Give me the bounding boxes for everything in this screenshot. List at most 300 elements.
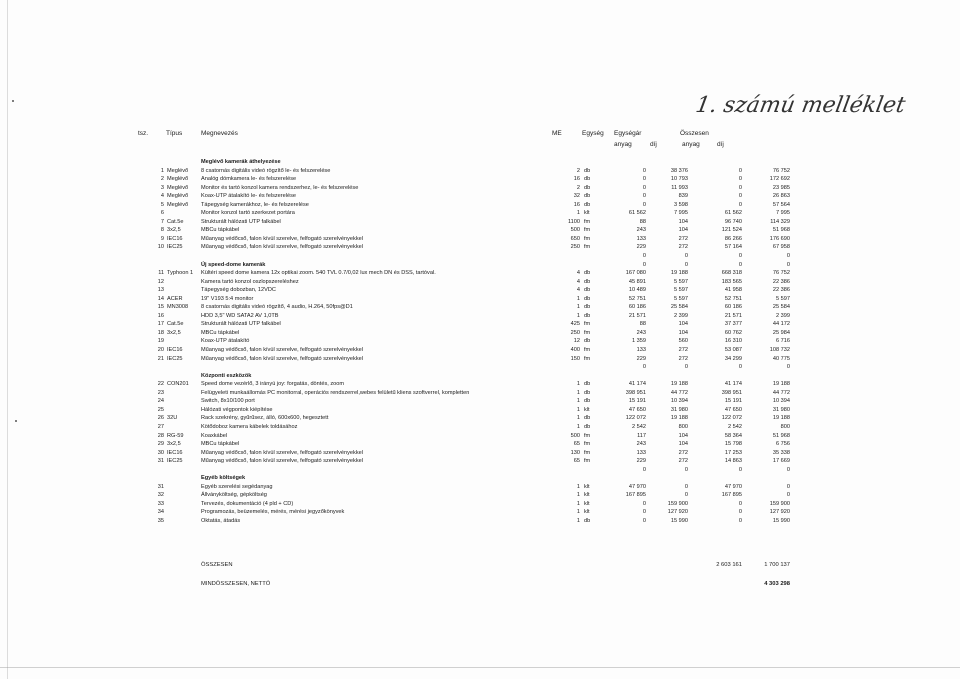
- cell-fee: 5 597: [674, 287, 688, 294]
- table-row: [0, 466, 960, 475]
- cell-mat: 0: [642, 364, 646, 371]
- section-row: [0, 261, 960, 270]
- cell-fee: 38 376: [670, 167, 688, 174]
- cell-tfee: 172 692: [769, 176, 790, 183]
- table-row: [0, 363, 960, 372]
- cell-qty: 2: [576, 184, 580, 191]
- cell-tfee: 0: [786, 364, 790, 371]
- cell-tfee: 0: [786, 253, 790, 260]
- cell-name: Programozás, beüzemelés, mérés, mérési jegyzőkönyvek: [201, 509, 345, 516]
- col-total-header: Összesen: [680, 130, 709, 137]
- cell-mat: 243: [636, 441, 646, 448]
- cell-mat: 133: [636, 235, 646, 242]
- cell-name: MBCu tápkábel: [201, 227, 240, 234]
- cell-tfee: 159 900: [769, 500, 790, 507]
- grand-total-value: 4 303 298: [764, 581, 790, 587]
- cell-fee: 0: [684, 261, 688, 268]
- cell-qty: 2: [576, 167, 580, 174]
- cell-tmat: 0: [738, 184, 742, 191]
- cell-tmat: 0: [738, 466, 742, 473]
- cell-type: Meglévő: [167, 184, 189, 191]
- cell-mat: 243: [636, 329, 646, 336]
- cell-unit: fm: [584, 244, 591, 251]
- cell-tmat: 122 072: [721, 415, 742, 422]
- cell-tmat: 0: [738, 261, 742, 268]
- sub-material-header: anyag: [614, 141, 632, 148]
- cell-tmat: 60 762: [724, 329, 742, 336]
- cell-type: MN3008: [167, 304, 189, 311]
- cell-no: 10: [157, 244, 164, 251]
- cell-unit: db: [584, 381, 591, 388]
- table-row: [0, 355, 960, 364]
- cell-qty: 1: [576, 509, 580, 516]
- cell-qty: 16: [573, 176, 580, 183]
- cell-mat: 0: [642, 176, 646, 183]
- cell-name: Koax-UTP átalakító: [201, 338, 250, 345]
- cell-qty: 1: [576, 415, 580, 422]
- cell-qty: 400: [570, 347, 580, 354]
- cell-tmat: 52 751: [724, 295, 742, 302]
- cell-no: 31: [157, 458, 164, 465]
- cell-unit: klt: [584, 492, 590, 499]
- cell-no: 7: [160, 218, 164, 225]
- cell-name: Műanyag védőcső, falon kívül szerelve, felfogató szerelvényekkel: [201, 449, 363, 456]
- cell-tmat: 2 542: [728, 423, 742, 430]
- cell-tfee: 0: [786, 483, 790, 490]
- cell-name: 8 csatornás digitális videó rögzítő le- és felszerelése: [201, 167, 331, 174]
- cell-qty: 1100: [567, 218, 580, 225]
- col-me-header: ME: [552, 130, 562, 137]
- cell-name: Monitor konzol tartó szerkezet portára: [201, 210, 295, 217]
- cell-fee: 31 980: [670, 406, 688, 413]
- cell-fee: 104: [678, 432, 688, 439]
- cell-tfee: 67 958: [772, 244, 790, 251]
- cell-unit: db: [584, 415, 591, 422]
- cell-qty: 425: [570, 321, 580, 328]
- cell-name: Kötődoboz kamera kábelek toldásához: [201, 423, 298, 430]
- table-row: [0, 491, 960, 500]
- cell-qty: 4: [576, 287, 580, 294]
- cell-type: Meglévő: [167, 167, 189, 174]
- table-row: [0, 329, 960, 338]
- cell-mat: 0: [642, 500, 646, 507]
- table-row: [0, 449, 960, 458]
- table-row: [0, 184, 960, 193]
- cell-tmat: 47 650: [724, 406, 742, 413]
- cell-tfee: 44 772: [772, 389, 790, 396]
- cell-type: 3x2,5: [167, 441, 181, 448]
- cell-fee: 19 188: [670, 415, 688, 422]
- cell-name: Műanyag védőcső, falon kívül szerelve, felfogató szerelvényekkel: [201, 347, 363, 354]
- cell-no: 23: [157, 389, 164, 396]
- cell-tmat: 0: [738, 253, 742, 260]
- table-row: [0, 243, 960, 252]
- table-row: [0, 278, 960, 287]
- cell-mat: 0: [642, 184, 646, 191]
- cell-no: 26: [157, 415, 164, 422]
- cell-fee: 800: [678, 423, 688, 430]
- cell-name: HDD 3,5" WD SATA2 AV 1,0TB: [201, 312, 279, 319]
- cell-fee: 560: [678, 338, 688, 345]
- cell-qty: 250: [570, 244, 580, 251]
- cell-fee: 19 188: [670, 381, 688, 388]
- cell-no: 6: [160, 210, 164, 217]
- cell-tfee: 6 716: [776, 338, 790, 345]
- table-row: [0, 414, 960, 423]
- cell-tfee: 44 172: [772, 321, 790, 328]
- cell-fee: 0: [684, 492, 688, 499]
- cell-name: Műanyag védőcső, falon kívül szerelve, felfogató szerelvényekkel: [201, 458, 363, 465]
- cell-mat: 15 191: [628, 398, 646, 405]
- cell-tfee: 0: [786, 492, 790, 499]
- table-row: [0, 312, 960, 321]
- cell-no: 20: [157, 347, 164, 354]
- cell-name: Switch, 8x10/100 port: [201, 398, 255, 405]
- handwritten-annex-mark: [693, 82, 908, 122]
- cell-tfee: 7 995: [776, 210, 790, 217]
- cell-fee: 19 188: [670, 270, 688, 277]
- section-row: [0, 372, 960, 381]
- col-name-header: Megnevezés: [201, 130, 238, 137]
- table-row: [0, 346, 960, 355]
- cell-no: 8: [160, 227, 164, 234]
- table-row: [0, 295, 960, 304]
- cell-qty: 65: [573, 458, 580, 465]
- cell-name: MBCu tápkábel: [201, 329, 240, 336]
- cell-tfee: 22 386: [772, 278, 790, 285]
- cell-unit: fm: [584, 329, 591, 336]
- handwriting-text: 1. számú melléklet: [693, 92, 908, 118]
- section-title: Új speed-dome kamerák: [201, 261, 266, 268]
- cell-no: 2: [160, 176, 164, 183]
- cell-mat: 61 562: [628, 210, 646, 217]
- cell-no: 3: [160, 184, 164, 191]
- cell-tmat: 47 970: [724, 483, 742, 490]
- cell-tmat: 183 565: [721, 278, 742, 285]
- cell-type: 3x2,5: [167, 329, 181, 336]
- cell-unit: db: [584, 270, 591, 277]
- table-row: [0, 269, 960, 278]
- cell-type: IEC16: [167, 449, 183, 456]
- table-row: [0, 235, 960, 244]
- cell-tmat: 668 318: [721, 270, 742, 277]
- table-row: [0, 389, 960, 398]
- cell-qty: 1: [576, 483, 580, 490]
- cell-no: 34: [157, 509, 164, 516]
- cell-no: 9: [160, 235, 164, 242]
- table-row: [0, 508, 960, 517]
- cell-fee: 839: [678, 193, 688, 200]
- cell-tfee: 23 985: [772, 184, 790, 191]
- cell-fee: 44 772: [670, 389, 688, 396]
- cell-tmat: 61 562: [724, 210, 742, 217]
- cell-tmat: 41 958: [724, 287, 742, 294]
- cell-fee: 10 793: [670, 176, 688, 183]
- cell-unit: db: [584, 201, 591, 208]
- cell-name: Műanyag védőcső, falon kívül szerelve, felfogató szerelvényekkel: [201, 355, 363, 362]
- cell-unit: klt: [584, 509, 590, 516]
- cell-fee: 127 920: [667, 509, 688, 516]
- cell-qty: 1: [576, 398, 580, 405]
- cell-mat: 117: [637, 432, 646, 439]
- cell-no: 13: [157, 287, 164, 294]
- cell-tfee: 25 984: [772, 329, 790, 336]
- cell-tfee: 22 386: [772, 287, 790, 294]
- cell-tfee: 31 980: [772, 406, 790, 413]
- cell-tfee: 114 329: [770, 218, 790, 225]
- cell-qty: 12: [573, 338, 580, 345]
- cell-tfee: 19 188: [772, 381, 790, 388]
- cell-qty: 1: [576, 304, 580, 311]
- table-row: [0, 175, 960, 184]
- cell-fee: 104: [678, 441, 688, 448]
- cell-tmat: 57 164: [724, 244, 742, 251]
- cell-no: 33: [157, 500, 164, 507]
- cell-name: 19" V193 5:4 monitor: [201, 295, 254, 302]
- cell-tmat: 0: [738, 193, 742, 200]
- cell-type: 3x2,5: [167, 227, 181, 234]
- cell-type: IEC25: [167, 458, 183, 465]
- cell-no: 17: [157, 321, 164, 328]
- cell-unit: fm: [584, 347, 591, 354]
- cell-qty: 1: [576, 423, 580, 430]
- table-row: [0, 209, 960, 218]
- cell-qty: 650: [570, 235, 580, 242]
- cell-qty: 250: [570, 329, 580, 336]
- section-row: [0, 158, 960, 167]
- table-row: [0, 440, 960, 449]
- cell-mat: 1 359: [632, 338, 646, 345]
- cell-unit: db: [584, 338, 591, 345]
- cell-qty: 1: [576, 312, 580, 319]
- table-row: [0, 406, 960, 415]
- cell-mat: 88: [639, 321, 646, 328]
- cell-name: Egyéb szerelési segédanyag: [201, 483, 273, 490]
- cell-mat: 47 650: [628, 406, 646, 413]
- cell-name: Kültéri speed dome kamera 12x optikai zoom. 540 TVL 0.7/0,02 lux mech DN és DSS, tartóval.: [201, 270, 436, 277]
- cell-mat: 0: [642, 167, 646, 174]
- cell-name: Koaxkábel: [201, 432, 228, 439]
- table-row: [0, 423, 960, 432]
- cell-mat: 167 080: [625, 270, 646, 277]
- cell-unit: fm: [584, 441, 591, 448]
- cell-tfee: 10 394: [772, 398, 790, 405]
- cell-mat: 0: [642, 261, 646, 268]
- cell-name: Műanyag védőcső, falon kívül szerelve, felfogató szerelvényekkel: [201, 244, 363, 251]
- cell-unit: db: [584, 312, 591, 319]
- cell-fee: 5 597: [674, 278, 688, 285]
- cell-fee: 5 597: [674, 295, 688, 302]
- cell-mat: 229: [636, 458, 646, 465]
- cell-unit: klt: [584, 483, 590, 490]
- cell-unit: fm: [584, 218, 591, 225]
- cell-qty: 4: [576, 278, 580, 285]
- cell-tmat: 17 253: [724, 449, 742, 456]
- cell-no: 12: [157, 278, 164, 285]
- cell-qty: 130: [570, 449, 580, 456]
- cell-no: 29: [157, 441, 164, 448]
- table-row: [0, 218, 960, 227]
- sub-material2-header: anyag: [682, 141, 700, 148]
- cell-unit: db: [584, 423, 591, 430]
- cell-qty: 1: [576, 210, 580, 217]
- cell-fee: 0: [684, 483, 688, 490]
- cell-qty: 32: [573, 193, 580, 200]
- cell-tfee: 0: [786, 466, 790, 473]
- cell-tmat: 0: [738, 364, 742, 371]
- cell-no: 32: [157, 492, 164, 499]
- cell-name: Tápegység dobozban, 12VDC: [201, 287, 276, 294]
- cell-fee: 3 598: [674, 201, 688, 208]
- cell-tfee: 127 920: [769, 509, 790, 516]
- table-row: [0, 286, 960, 295]
- cell-unit: fm: [584, 235, 591, 242]
- cell-type: IEC25: [167, 244, 183, 251]
- cell-tmat: 15 798: [724, 441, 742, 448]
- cell-fee: 272: [678, 244, 688, 251]
- cell-tfee: 15 990: [772, 517, 790, 524]
- cell-fee: 10 394: [670, 398, 688, 405]
- cell-unit: db: [584, 184, 591, 191]
- cell-qty: 1: [576, 517, 580, 524]
- cell-tmat: 58 364: [724, 432, 742, 439]
- cell-qty: 1: [576, 295, 580, 302]
- cell-unit: klt: [584, 210, 590, 217]
- cell-mat: 10 489: [628, 287, 646, 294]
- cell-mat: 229: [636, 244, 646, 251]
- cell-unit: db: [584, 304, 591, 311]
- cell-unit: klt: [584, 500, 590, 507]
- cell-unit: fm: [584, 449, 591, 456]
- cell-tmat: 16 310: [724, 338, 742, 345]
- cell-tfee: 6 756: [776, 441, 790, 448]
- cell-mat: 167 895: [625, 492, 646, 499]
- cell-no: 1: [160, 167, 164, 174]
- cell-qty: 1: [576, 406, 580, 413]
- cell-tmat: 15 191: [724, 398, 742, 405]
- table-row: [0, 432, 960, 441]
- cell-type: CON201: [167, 381, 189, 388]
- cell-type: Cat.5e: [167, 321, 184, 328]
- cell-type: 32U: [167, 415, 178, 422]
- cell-qty: 1: [576, 500, 580, 507]
- cell-mat: 229: [636, 355, 646, 362]
- cell-name: Monitor és tartó konzol kamera rendszerhez, le- és felszerelése: [201, 184, 359, 191]
- total-label: ÖSSZESEN: [201, 562, 233, 568]
- cell-name: Kamera tartó konzol oszlopszereléshez: [201, 278, 299, 285]
- cell-name: Hálózati végpontok kiépítése: [201, 406, 273, 413]
- cell-type: Cat.5e: [167, 218, 184, 225]
- table-row: [0, 337, 960, 346]
- cell-no: 27: [157, 423, 164, 430]
- cell-name: Oktatás, átadás: [201, 517, 241, 524]
- col-unit-header: Egység: [582, 130, 604, 137]
- cell-name: Strukturált hálózati UTP falkábel: [201, 218, 281, 225]
- cell-mat: 0: [642, 253, 646, 260]
- section-title: Meglévő kamerák áthelyezése: [201, 159, 281, 165]
- cell-unit: db: [584, 278, 591, 285]
- cell-name: Tápegység kamerákhoz, le- és felszerelése: [201, 201, 309, 208]
- cell-no: 21: [157, 355, 164, 362]
- cell-tfee: 51 968: [772, 432, 790, 439]
- cell-no: 18: [157, 329, 164, 336]
- cell-tmat: 21 571: [724, 312, 742, 319]
- cell-qty: 4: [576, 270, 580, 277]
- cell-unit: fm: [584, 458, 591, 465]
- cell-tmat: 398 951: [721, 389, 742, 396]
- cell-tmat: 96 740: [724, 218, 742, 225]
- cell-name: Műanyag védőcső, falon kívül szerelve, felfogató szerelvényekkel: [201, 235, 363, 242]
- cell-tfee: 19 188: [772, 415, 790, 422]
- table-row: [0, 226, 960, 235]
- cell-type: Meglévő: [167, 201, 189, 208]
- cell-tfee: 40 775: [772, 355, 790, 362]
- cell-qty: 65: [573, 441, 580, 448]
- cell-type: Meglévő: [167, 176, 189, 183]
- cell-no: 11: [158, 270, 164, 277]
- cell-tmat: 0: [738, 500, 742, 507]
- cell-mat: 0: [642, 466, 646, 473]
- cell-mat: 47 970: [628, 483, 646, 490]
- cell-fee: 104: [678, 321, 688, 328]
- cell-tfee: 76 752: [772, 270, 790, 277]
- table-row: [0, 320, 960, 329]
- section-title: Központi eszközök: [201, 372, 252, 379]
- cell-unit: fm: [584, 432, 591, 439]
- sub-fee2-header: díj: [717, 141, 724, 148]
- cell-tmat: 0: [738, 167, 742, 174]
- cell-fee: 272: [678, 235, 688, 242]
- cell-tfee: 17 669: [772, 458, 790, 465]
- cell-name: 8 csatornás digitális videó rögzítő, 4 audio, H.264, 50fps@D1: [201, 304, 353, 311]
- cell-qty: 150: [570, 355, 580, 362]
- cell-name: Felügyeleti munkaállomás PC monitorral, operációs rendszerrel,webes felületű kliens szoftverrel, kompletten: [201, 389, 470, 396]
- table-row: [0, 483, 960, 492]
- cell-tfee: 2 399: [776, 312, 790, 319]
- col-unit-price-header: Egységár: [614, 130, 642, 137]
- cell-type: IEC16: [167, 347, 183, 354]
- cell-tfee: 51 968: [772, 227, 790, 234]
- cell-fee: 159 900: [667, 500, 688, 507]
- cell-unit: fm: [584, 321, 591, 328]
- cell-tmat: 0: [738, 509, 742, 516]
- cell-tmat: 14 863: [724, 458, 742, 465]
- cell-tmat: 34 299: [724, 355, 742, 362]
- cell-fee: 0: [684, 466, 688, 473]
- cell-unit: db: [584, 295, 591, 302]
- cell-no: 28: [157, 432, 164, 439]
- cell-unit: fm: [584, 227, 591, 234]
- cell-type: ACER: [167, 295, 183, 302]
- cell-mat: 60 186: [628, 304, 646, 311]
- cell-mat: 243: [636, 227, 646, 234]
- cell-tmat: 60 186: [724, 304, 742, 311]
- table-row: [0, 303, 960, 312]
- cell-no: 4: [160, 193, 164, 200]
- cell-fee: 11 993: [671, 184, 688, 191]
- cell-unit: db: [584, 517, 591, 524]
- cell-fee: 0: [684, 364, 688, 371]
- cell-no: 14: [157, 295, 164, 302]
- cell-fee: 272: [678, 458, 688, 465]
- cell-no: 25: [157, 406, 164, 413]
- grand-total-label: MINDÖSSZESEN, NETTÓ: [201, 581, 271, 587]
- cell-tmat: 121 524: [721, 227, 742, 234]
- cell-unit: db: [584, 287, 591, 294]
- table-row: [0, 380, 960, 389]
- cell-mat: 2 542: [632, 423, 646, 430]
- cell-qty: 1: [576, 381, 580, 388]
